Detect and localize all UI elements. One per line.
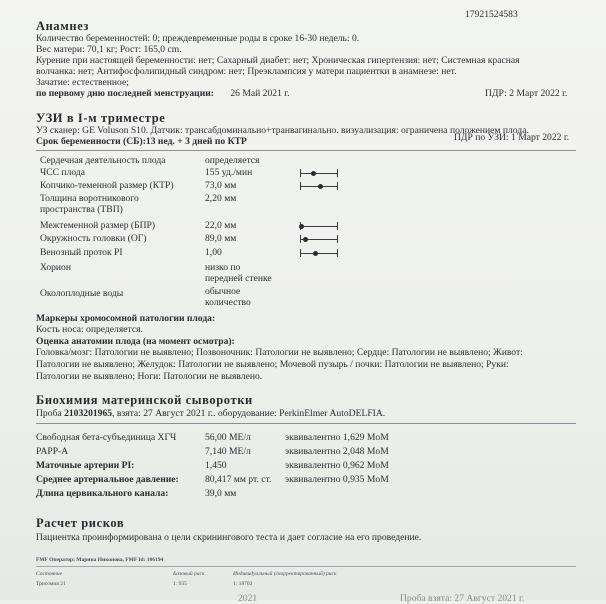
us-row-value: низко по [205, 262, 241, 273]
anatomy-line: Головка/мозг: Патологии не выявлено; Позвоночник: Патологии не выявлено; Сердце: Патологии не выявлено; Живот: [36, 347, 523, 358]
hr-range-scale [300, 169, 338, 177]
footer-fragment: 2021 [238, 593, 258, 604]
dv-range-marker [313, 251, 318, 256]
us-row-label: Околоплодные воды [40, 288, 124, 299]
biochem-title: Биохимия материнской сыворотки [36, 393, 253, 407]
biochem-value: 7,140 МЕ/л [205, 446, 251, 457]
dv-range-scale [300, 249, 338, 257]
pdr-line [485, 88, 567, 99]
biochem-label: Среднее артериальное давление: [36, 474, 179, 485]
biochem-mom: эквивалентно 0,935 MoM [285, 474, 389, 485]
biochem-label: Маточные артерии PI: [36, 460, 135, 471]
us-row-value: 2,20 мм [205, 193, 237, 204]
us-row-value: 22,0 мм [205, 220, 237, 231]
anatomy-line: Патологии не выявлено; Желудок: Патологии не выявлено; Мочевой пузырь / почки: Патологии не выявлено; Руки: [36, 359, 509, 370]
anamnesis-line: Количество беременностей: 0; преждевременные роды в сроке 16-30 недель: 0. [36, 33, 360, 44]
anamnesis-line: Вес матери: 70,1 кг; Рост: 165,0 cm. [36, 44, 182, 55]
anamnesis-line: Зачатие: естественное; [36, 77, 129, 88]
ga-value: 13 нед. + 3 дней по КТР [145, 136, 247, 147]
us-row-value-cont: передней стенке [205, 273, 272, 284]
biochem-label: Свободная бета-субъединица ХГЧ [36, 432, 177, 443]
biochem-mom: эквивалентно 1,629 MoM [285, 432, 389, 443]
us-row-value-cont: количество [205, 297, 251, 308]
divider [36, 566, 576, 567]
sample-id: 2103201965 [64, 408, 113, 419]
pdr-label: ПДР: [485, 88, 507, 99]
us-row-label-cont: пространства (ТВП) [40, 204, 123, 215]
anamnesis-title: Анамнез [36, 19, 89, 33]
lmp-value: 26 Май 2021 г. [230, 88, 290, 99]
us-row-value: 89,0 мм [205, 233, 237, 244]
us-row-value: 73,0 мм [205, 180, 237, 191]
ga-label: Срок беременности (СБ): [36, 136, 146, 147]
anamnesis-line: Курение при настоящей беременности: нет; Сахарный диабет: нет; Хроническая гипертензия: нет; Системная красная [36, 55, 520, 66]
biochem-value: 80,417 мм рт. ст. [205, 474, 272, 485]
us-row-label: ЧСС плода [40, 167, 86, 178]
crl-range-marker [318, 184, 323, 189]
us-row-label: Межтеменной размер (БПР) [40, 220, 156, 231]
top-faded-text: — — — [300, 0, 320, 3]
hr-range-marker [311, 171, 316, 176]
col-condition: Состояние [36, 571, 63, 577]
ultrasound-title: УЗИ в I-м триместре [36, 111, 166, 125]
fmf-operator: FMF Оператор: Марина Никонова, FMF Id: 106194 [36, 557, 164, 563]
biochem-value: 1,450 [205, 460, 227, 471]
sample-details: , взята: 27 Август 2021 г.. оборудование: PerkinElmer AutoDELFIA. [112, 408, 386, 419]
col-individual-risk: Индивидуальный (скорректированный) риск [233, 571, 337, 577]
us-row-value: 155 уд./мин [205, 167, 253, 178]
markers-title: Маркеры хромосомной патологии плода: [36, 313, 216, 324]
footer-fragment: Проба взята: 27 Август 2021 г. [400, 593, 525, 604]
crl-range-scale [300, 182, 338, 190]
bpd-range-scale [300, 222, 338, 230]
sample-label: Проба [36, 408, 62, 419]
col-base-risk: Базовый риск [173, 571, 205, 577]
biochem-label: Длина цервикального канала: [36, 488, 169, 499]
gestational-age-line [36, 136, 247, 147]
consent-line: Пациентка проинформирована о цели скринингового теста и дает согласие на его проведение. [36, 532, 422, 543]
bpd-range-marker [299, 224, 304, 229]
barcode-number: 17921524583 [465, 9, 518, 20]
biochem-mom: эквивалентно 2,048 MoM [285, 446, 389, 457]
divider [36, 423, 576, 424]
condition-name: Трисомия 21 [36, 581, 66, 587]
biochem-value: 39,0 мм [205, 488, 237, 499]
us-row-value: 1,00 [205, 247, 222, 258]
biochem-value: 56,00 МЕ/л [205, 432, 251, 443]
us-row-label: Толщина воротникового [40, 193, 139, 204]
us-row-label: Венозный проток PI [40, 247, 123, 258]
lmp-label: по первому дню последней менструации: [36, 88, 214, 99]
pdr-uzi: ПДР по УЗИ: 1 Март 2022 г. [454, 132, 570, 143]
anamnesis-line: волчанка: нет; Антифосфолипидный синдром: нет; Преэклампсия у матери пациентки в анамнезе: нет. [36, 66, 457, 77]
us-row-label: Хорион [40, 262, 71, 273]
hc-range-scale [300, 235, 338, 243]
sample-line [36, 408, 385, 419]
pdr-value: 2 Март 2022 г. [509, 88, 568, 99]
hc-range-marker [303, 237, 308, 242]
anatomy-line: Патологии не выявлено; Ноги: Патологии не выявлено. [36, 371, 263, 382]
scanner-line: УЗ сканер: GE Voluson S10. Датчик: трансабдоминально+транвагинально. визуализация: ограничена положением плода. [36, 125, 529, 136]
risk-title: Расчет рисков [36, 516, 125, 530]
biochem-mom: эквивалентно 0,962 MoM [285, 460, 389, 471]
divider [36, 150, 576, 151]
us-row-label: Сердечная деятельность плода [40, 155, 166, 166]
nose-bone: Кость носа: определяется. [36, 324, 143, 335]
base-risk-value: 1: 935 [173, 581, 187, 587]
individual-risk-value: 1: 18702 [233, 581, 253, 587]
us-row-label: Окружность головки (ОГ) [40, 233, 147, 244]
biochem-label: PAPP-A [36, 446, 69, 457]
anatomy-title: Оценка анатомии плода (на момент осмотра): [36, 336, 235, 347]
us-row-value: определяется [205, 155, 260, 166]
lmp-line [36, 88, 290, 99]
us-row-value: обычное [205, 286, 241, 297]
us-row-label: Копчико-теменной размер (КТР) [40, 180, 174, 191]
